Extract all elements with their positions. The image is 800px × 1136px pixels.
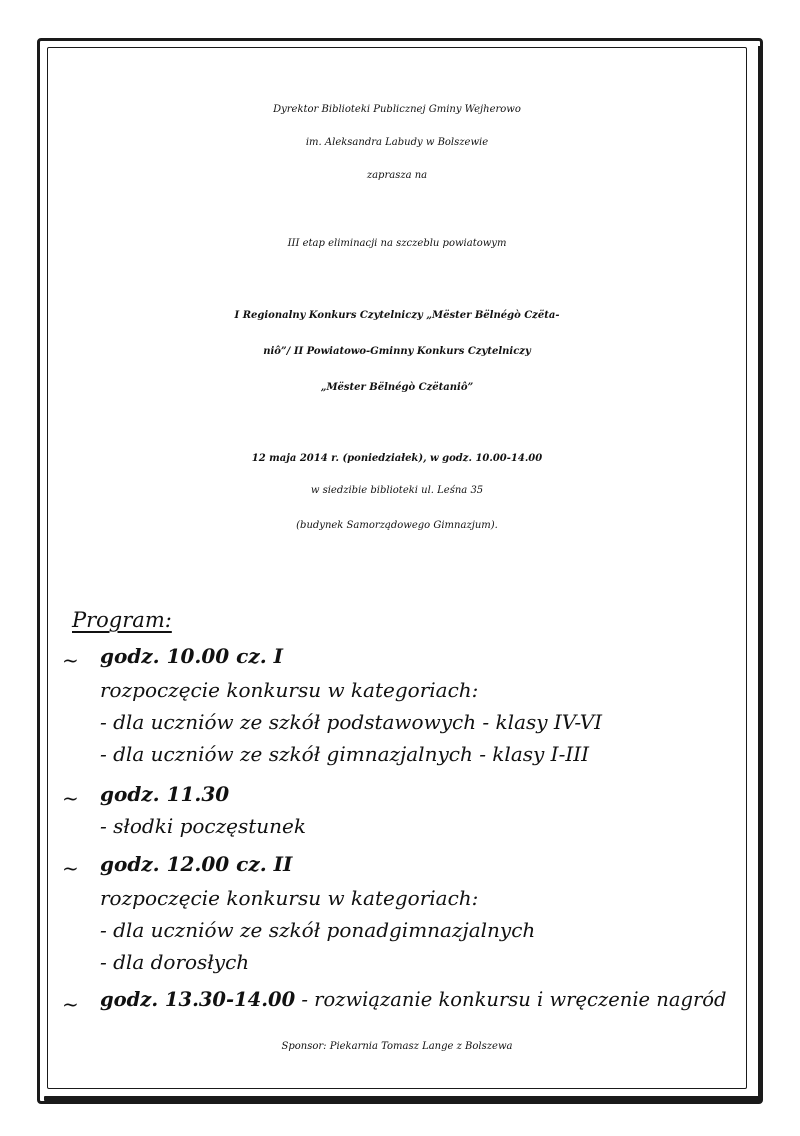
program-time-1: godz. 10.00 cz. I [100, 644, 283, 668]
program-line: - dla uczniów ze szkół gimnazjalnych - klasy I-III [100, 742, 590, 766]
invitation-page [48, 48, 746, 1088]
director-line: Dyrektor Biblioteki Publicznej Gminy Wejherowo [273, 104, 521, 115]
stage-line: III etap eliminacji na szczeblu powiatowym [287, 238, 507, 249]
program-time-4: godz. 13.30-14.00 [100, 988, 296, 1011]
program-line: - słodki poczęstunek [100, 814, 307, 838]
invites-line: zaprasza na [366, 170, 428, 181]
program-line: - dla uczniów ze szkół podstawowych - klasy IV-VI [100, 710, 603, 734]
bullet-tilde: ~ [62, 786, 79, 810]
sponsor-line: Sponsor: Piekarnia Tomasz Lange z Bolszewa [281, 1041, 513, 1052]
contest-title-line-2: niô”/ II Powiatowo-Gminny Konkurs Czytelniczy [263, 346, 531, 357]
program-line: rozpoczęcie konkursu w kategoriach: [100, 678, 479, 702]
bullet-tilde: ~ [62, 992, 79, 1016]
program-line: - dla uczniów ze szkół ponadgimnazjalnych [100, 918, 536, 942]
bullet-tilde: ~ [62, 856, 79, 880]
program-line: rozpoczęcie konkursu w kategoriach: [100, 886, 479, 910]
bullet-tilde: ~ [62, 648, 79, 672]
program-time-3: godz. 12.00 cz. II [100, 852, 293, 876]
program-item-4 [100, 988, 727, 1011]
contest-title-line-1: I Regionalny Konkurs Czytelniczy „Mëster Bëlnégò Czëta- [234, 310, 560, 321]
program-heading: Program: [72, 608, 172, 632]
event-date: 12 maja 2014 r. (poniedziałek), w godz. 10.00-14.00 [251, 453, 543, 464]
program-item-4-description: - rozwiązanie konkursu i wręczenie nagród [295, 988, 727, 1011]
program-line: - dla dorosłych [100, 950, 250, 974]
library-name-line: im. Aleksandra Labudy w Bolszewie [305, 137, 489, 148]
contest-title-line-3: „Mëster Bëlnégò Czëtaniô” [320, 382, 474, 393]
program-time-2: godz. 11.30 [100, 782, 230, 806]
venue-address: w siedzibie biblioteki ul. Leśna 35 [310, 485, 484, 496]
venue-building: (budynek Samorządowego Gimnazjum). [296, 520, 498, 531]
